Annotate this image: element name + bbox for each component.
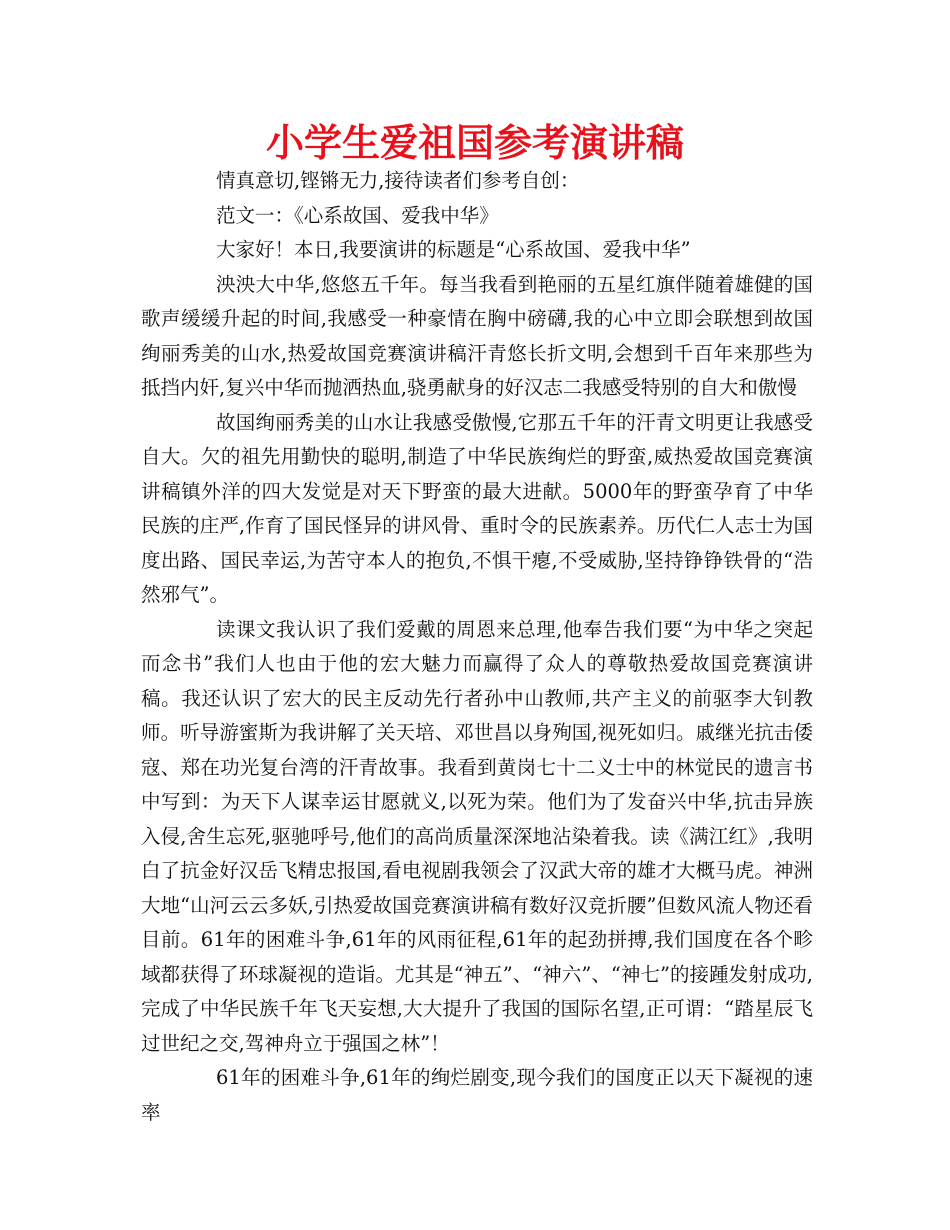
- document-title: 小学生爱祖国参考演讲稿: [265, 121, 684, 165]
- body-paragraph: 读课文我认识了我们爱戴的周恩来总理,他奉告我们要“为中华之突起而念书”我们人也由于他的宏大魅力而赢得了众人的尊敬热爱故国竞赛演讲稿。我还认识了宏大的民主反动先行者孙中山教师,共产主义的前驱李大钊教师。听导游蜜斯为我讲解了关天培、邓世昌以身殉国,视死如归。戚继光抗击倭寇、郑在功光复台湾的汗青故事。我看到黄岗七十二义士中的林觉民的遗言书中写到：为天下人谋幸运甘愿就义,以死为荣。他们为了发奋兴中华,抗击异族入侵,舍生忘死,驱驰呼号,他们的高尚质量深深地沾染着我。读《满江红》,我明白了抗金好汉岳飞精忠报国,看电视剧我领会了汉武大帝的雄才大概马虎。神洲大地“山河云云多妖,引热爱故国竞赛演讲稿有数好汉竞折腰”但数风流人物还看目前。61年的困难斗争,61年的风雨征程,61年的起劲拼搏,我们国度在各个畛域都获得了环球凝视的造诣。尤其是“神五”、“神六”、“神七”的接踵发射成功,完成了中华民族千年飞天妄想,大大提升了我国的国际名望,正可谓：“踏星辰飞过世纪之交,驾神舟立于强国之林”！: [141, 617, 813, 1055]
- body-paragraph: 情真意切,铿锵无力,接待读者们参考自创：: [216, 169, 580, 192]
- body-paragraph: 泱泱大中华,悠悠五千年。每当我看到艳丽的五星红旗伴随着雄健的国歌声缓缓升起的时间,我感受一种豪情在胸中磅礴,我的心中立即会联想到故国绚丽秀美的山水,热爱故国竞赛演讲稿汗青悠长折文明,会想到千百年来那些为抵挡内奸,复兴中华而抛洒热血,骁勇献身的好汉志二我感受特别的自大和傲慢: [141, 272, 813, 399]
- document-body: [141, 164, 813, 1130]
- body-paragraph: 范文一：《心系故国、爱我中华》: [216, 203, 499, 227]
- body-paragraph: 大家好！本日,我要演讲的标题是“心系故国、爱我中华”: [216, 238, 691, 261]
- body-paragraph: 61年的困难斗争,61年的绚烂剧变,现今我们的国度正以天下凝视的速率: [141, 1066, 813, 1124]
- body-paragraph: 故国绚丽秀美的山水让我感受傲慢,它那五千年的汗青文明更让我感受自大。欠的祖先用勤快的聪明,制造了中华民族绚烂的野蛮,威热爱故国竞赛演讲稿镇外洋的四大发觉是对天下野蛮的最大进献。5000年的野蛮孕育了中华民族的庄严,作育了国民怪异的讲风骨、重时令的民族素养。历代仁人志士为国度出路、国民幸运,为苦守本人的抱负,不惧干瘪,不受威胁,坚持铮铮铁骨的“浩然邪气”。: [141, 410, 813, 606]
